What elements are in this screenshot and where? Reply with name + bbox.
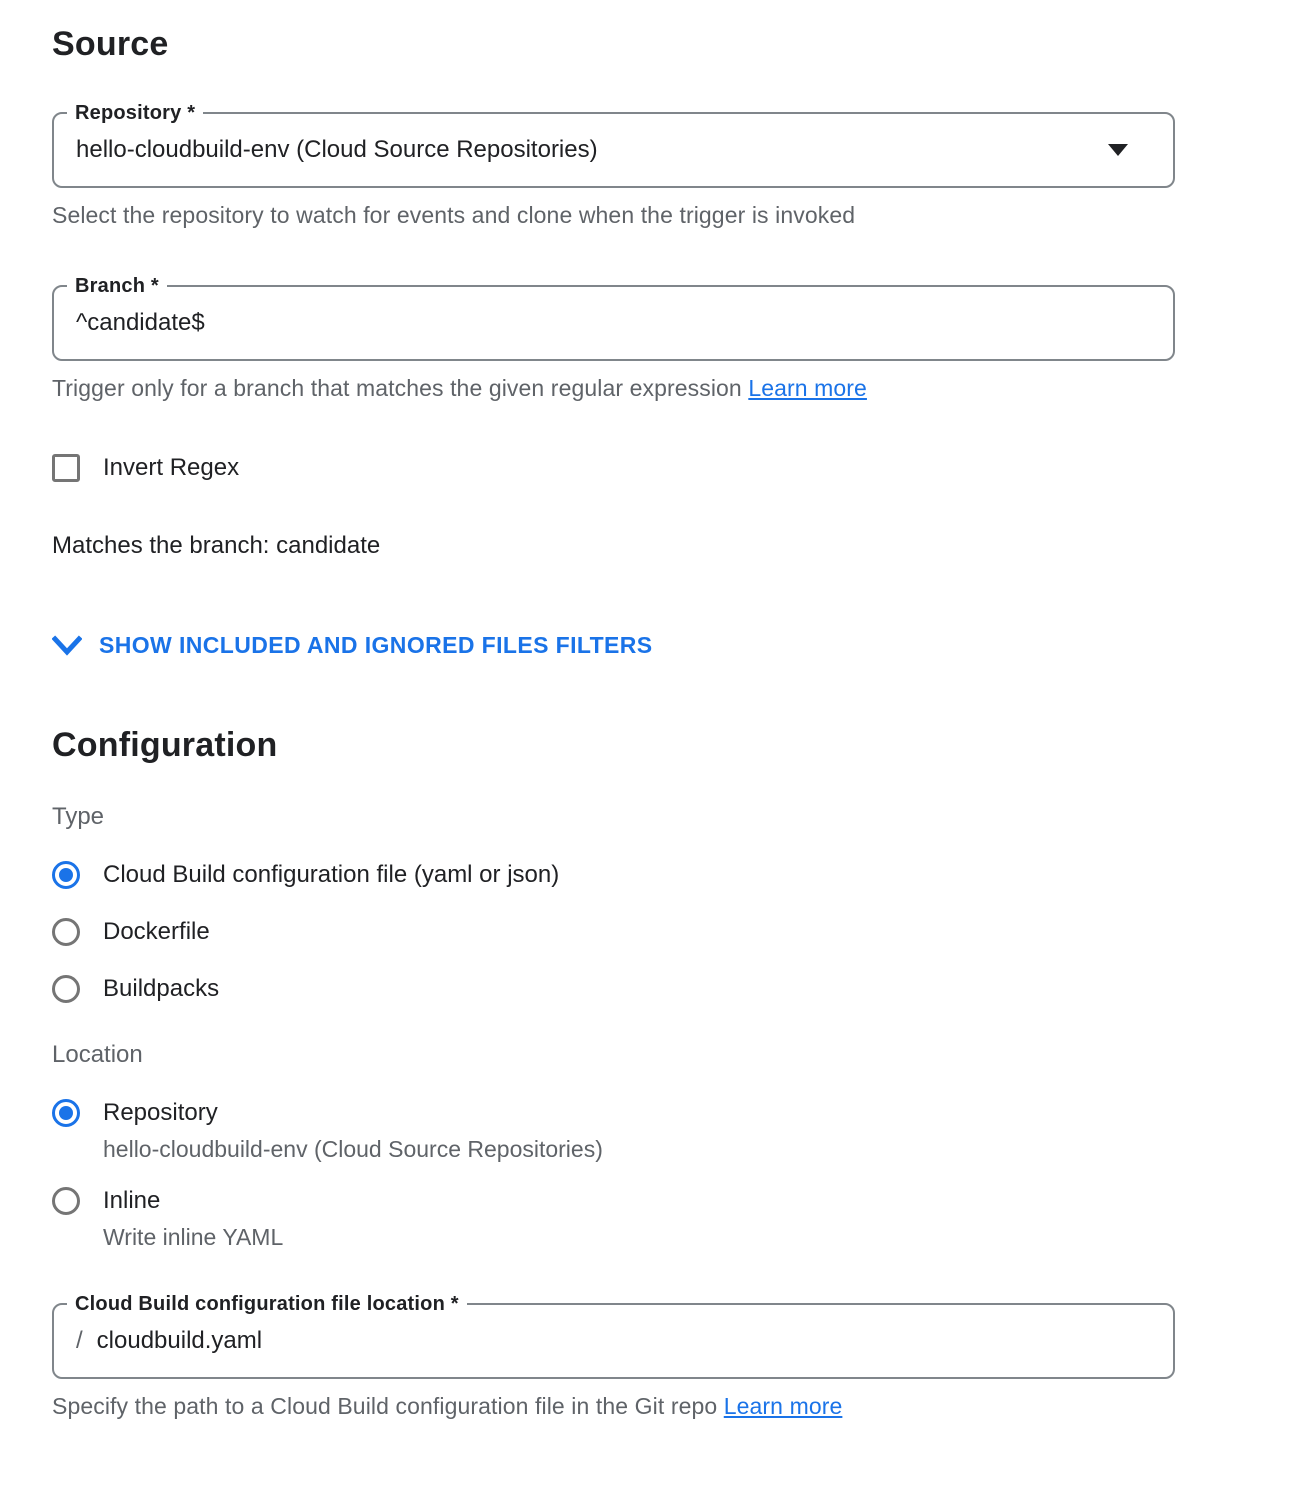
branch-match-preview: Matches the branch: candidate [52, 532, 381, 559]
repository-helper: Select the repository to watch for events and clone when the trigger is invoked [52, 202, 856, 228]
config-file-learn-more-link[interactable]: Learn more [723, 1393, 843, 1419]
location-option-inline[interactable] [52, 1187, 1175, 1215]
location-radio-group [52, 1099, 1175, 1251]
location-group-label: Location [52, 1041, 143, 1068]
radio-selected-icon [52, 861, 80, 889]
path-prefix: / [76, 1327, 83, 1354]
branch-label: Branch * [67, 273, 167, 299]
config-file-location-helper [52, 1392, 1175, 1420]
branch-field[interactable] [52, 275, 1175, 361]
location-inline-sublabel: Write inline YAML [103, 1224, 284, 1250]
branch-learn-more-link[interactable]: Learn more [748, 375, 867, 401]
type-option-dockerfile[interactable] [52, 918, 1175, 946]
config-file-helper-text: Specify the path to a Cloud Build configuration file in the Git repo [52, 1393, 724, 1419]
radio-unselected-icon [52, 1187, 80, 1215]
location-option-repository[interactable] [52, 1099, 1175, 1127]
branch-helper [52, 374, 1175, 402]
show-filters-label: SHOW INCLUDED AND IGNORED FILES FILTERS [99, 632, 653, 658]
location-repository-sublabel: hello-cloudbuild-env (Cloud Source Repositories) [103, 1136, 603, 1162]
type-option-cloud-build-config[interactable] [52, 861, 1175, 889]
type-option-label: Dockerfile [103, 918, 210, 945]
config-file-location-label: Cloud Build configuration file location * [67, 1291, 467, 1317]
type-option-label: Buildpacks [103, 975, 220, 1002]
radio-unselected-icon [52, 975, 80, 1003]
show-filters-toggle[interactable] [52, 632, 1175, 659]
type-radio-group [52, 861, 1175, 1003]
type-option-buildpacks[interactable] [52, 975, 1175, 1003]
source-section-title: Source [52, 25, 169, 63]
repository-value: hello-cloudbuild-env (Cloud Source Repositories) [76, 136, 598, 163]
repository-select[interactable] [52, 102, 1175, 188]
type-option-label: Cloud Build configuration file (yaml or json) [103, 861, 560, 888]
radio-selected-icon [52, 1099, 80, 1127]
radio-unselected-icon [52, 918, 80, 946]
type-group-label: Type [52, 803, 105, 830]
config-file-location-field[interactable] [52, 1293, 1175, 1379]
repository-label: Repository * [67, 100, 203, 126]
location-option-label: Repository [103, 1099, 218, 1126]
invert-regex-label: Invert Regex [103, 454, 240, 481]
location-option-label: Inline [103, 1187, 161, 1214]
branch-input[interactable] [76, 309, 1153, 337]
dropdown-arrow-icon [1108, 144, 1128, 156]
chevron-down-icon [52, 635, 82, 657]
invert-regex-checkbox-row[interactable] [52, 454, 1175, 482]
config-file-location-input[interactable] [97, 1327, 1153, 1355]
configuration-section-title: Configuration [52, 726, 278, 764]
invert-regex-checkbox[interactable] [52, 454, 80, 482]
branch-helper-text: Trigger only for a branch that matches the given regular expression [52, 375, 749, 401]
